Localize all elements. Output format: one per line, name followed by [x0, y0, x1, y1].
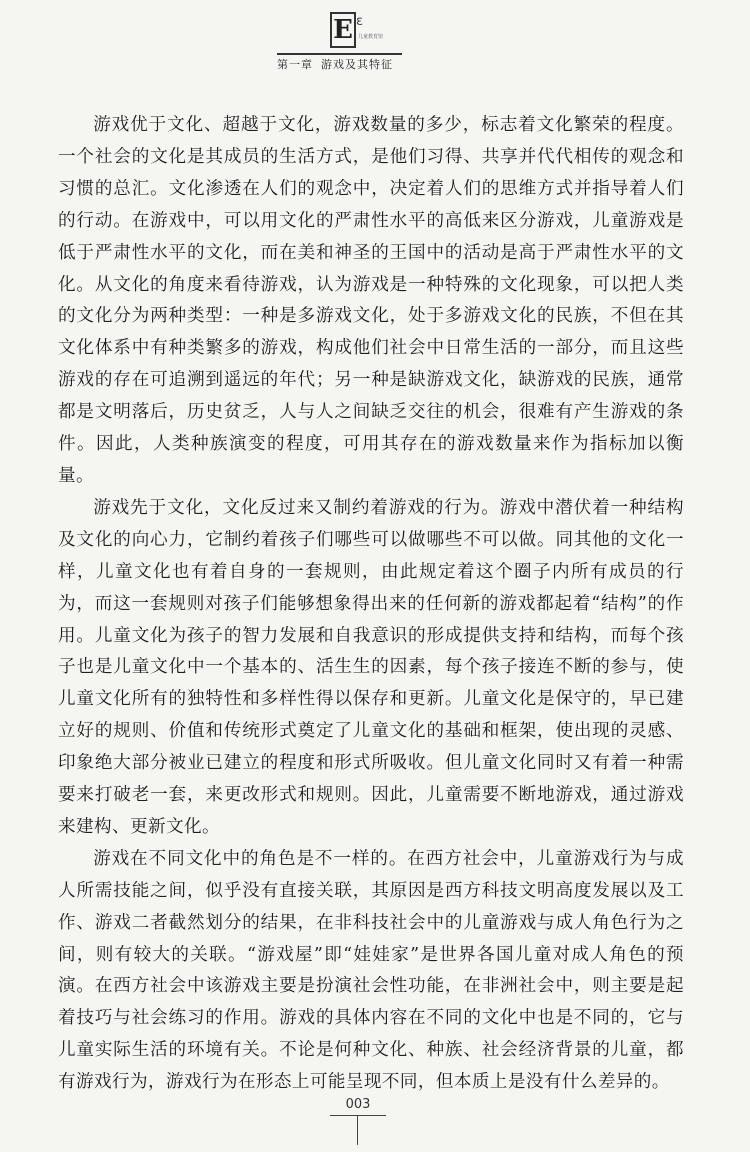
running-header	[277, 56, 417, 72]
body-text	[58, 110, 684, 1099]
logo-caption: 儿童教育馆	[358, 34, 384, 40]
chapter-number: 第一章	[277, 58, 313, 71]
header-rule	[277, 53, 402, 55]
page-number: 003	[345, 1097, 371, 1112]
footer-rule	[330, 1115, 386, 1116]
paragraph: 游戏在不同文化中的角色是不一样的。在西方社会中，儿童游戏行为与成人所需技能之间，似乎没有直接关联，其原因是西方科技文明高度发展以及工作、游戏二者截然划分的结果，在非科技社会中的儿童游戏与成人角色行为之间，则有较大的关联。“游戏屋”即“娃娃家”是世界各国儿童对成人角色的预演。在西方社会中该游戏主要是扮演社会性功能，在非洲社会中，则主要是起着技巧与社会练习的作用。游戏的具体内容在不同的文化中也是不同的，它与儿童实际生活的环境有关。不论是何种文化、种族、社会经济背景的儿童，都有游戏行为，游戏行为在形态上可能呈现不同，但本质上是没有什么差异的。	[58, 848, 684, 1093]
paragraph: 游戏先于文化，文化反过来又制约着游戏的行为。游戏中潜伏着一种结构及文化的向心力，它制约着孩子们哪些可以做哪些不可以做。同其他的文化一样，儿童文化也有着自身的一套规则，由此规定着这个圈子内所有成员的行为，而这一套规则对孩子们能够想象得出来的任何新的游戏都起着“结构”的作用。儿童文化为孩子的智力发展和自我意识的形成提供支持和结构，而每个孩子也是儿童文化中一个基本的、活生生的因素，每个孩子接连不断的参与，使儿童文化所有的独特性和多样性得以保存和更新。儿童文化是保守的，早已建立好的规则、价值和传统形式奠定了儿童文化的基础和框架，使出现的灵感、印象绝大部分被业已建立的程度和形式所吸收。但儿童文化同时又有着一种需要来打破老一套，来更改形式和规则。因此，儿童需要不断地游戏，通过游戏来建构、更新文化。	[58, 497, 684, 837]
publisher-logo	[330, 12, 386, 54]
paragraph: 游戏优于文化、超越于文化，游戏数量的多少，标志着文化繁荣的程度。一个社会的文化是其成员的生活方式，是他们习得、共享并代代相传的观念和习惯的总汇。文化渗透在人们的观念中，决定着人们的思维方式并指导着人们的行动。在游戏中，可以用文化的严肃性水平的高低来区分游戏，儿童游戏是低于严肃性水平的文化，而在美和神圣的王国中的活动是高于严肃性水平的文化。从文化的角度来看待游戏，认为游戏是一种特殊的文化现象，可以把人类的文化分为两种类型：一种是多游戏文化，处于多游戏文化的民族，不但在其文化体系中有种类繁多的游戏，构成他们社会中日常生活的一部分，而且这些游戏的存在可追溯到遥远的年代；另一种是缺游戏文化，缺游戏的民族，通常都是文明落后，历史贫乏，人与人之间缺乏交往的机会，很难有产生游戏的条件。因此，人类种族演变的程度，可用其存在的游戏数量来作为指标加以衡量。	[58, 115, 684, 486]
logo-letter: E	[330, 12, 356, 48]
chapter-name: 游戏及其特征	[321, 58, 393, 71]
footer-rule-vertical	[357, 1115, 358, 1145]
logo-swirl-icon: ε	[356, 14, 364, 29]
